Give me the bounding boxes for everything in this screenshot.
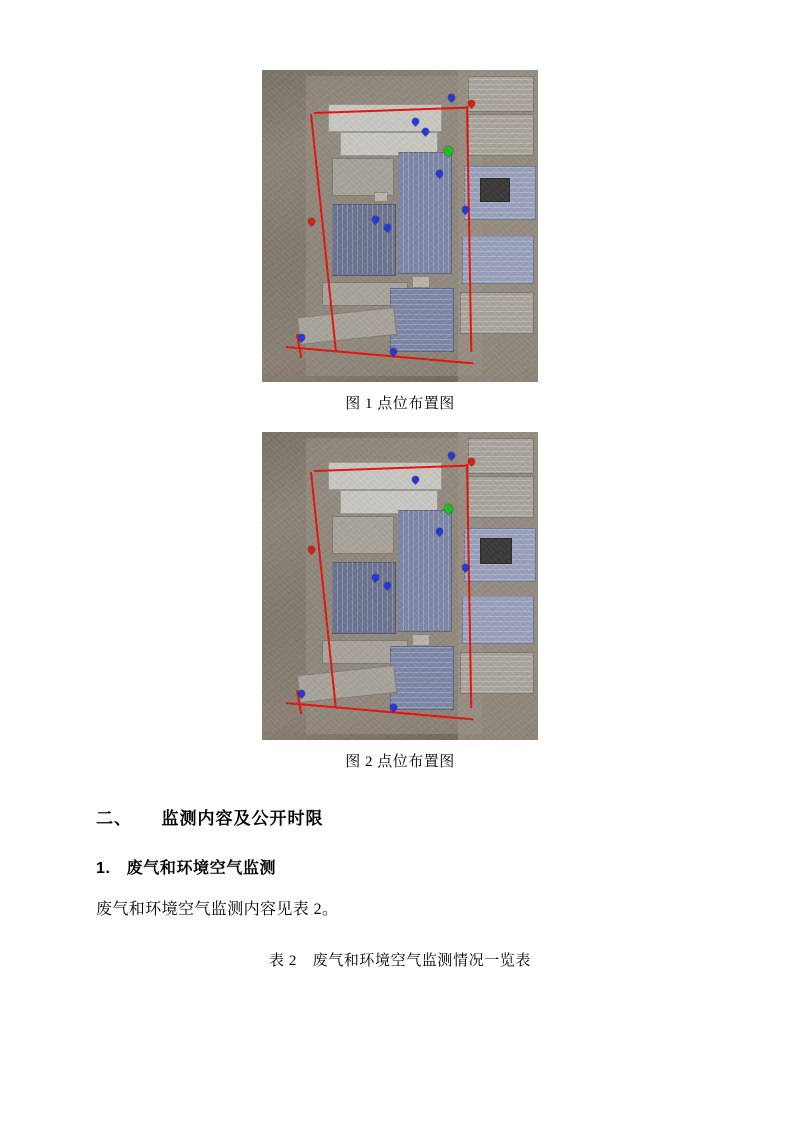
figure-2 <box>96 432 704 774</box>
figure-1-caption: 图 1 点位布置图 <box>345 396 455 412</box>
section-heading <box>96 804 704 829</box>
figure-1 <box>96 70 704 416</box>
figure-1-image <box>262 70 538 382</box>
section-title: 监测内容及公开时限 <box>161 809 324 828</box>
subsection-heading <box>96 855 704 878</box>
table-title: 表 2 废气和环境空气监测情况一览表 <box>268 953 532 970</box>
section-number: 二、 <box>96 809 132 828</box>
subsection-title: 废气和环境空气监测 <box>126 860 277 877</box>
figure-2-caption: 图 2 点位布置图 <box>345 754 455 770</box>
subsection-number: 1. <box>96 860 111 877</box>
body-paragraph: 废气和环境空气监测内容见表 2。 <box>96 901 339 918</box>
figure-2-image <box>262 432 538 740</box>
photo-grain <box>262 432 538 740</box>
photo-grain <box>262 70 538 382</box>
